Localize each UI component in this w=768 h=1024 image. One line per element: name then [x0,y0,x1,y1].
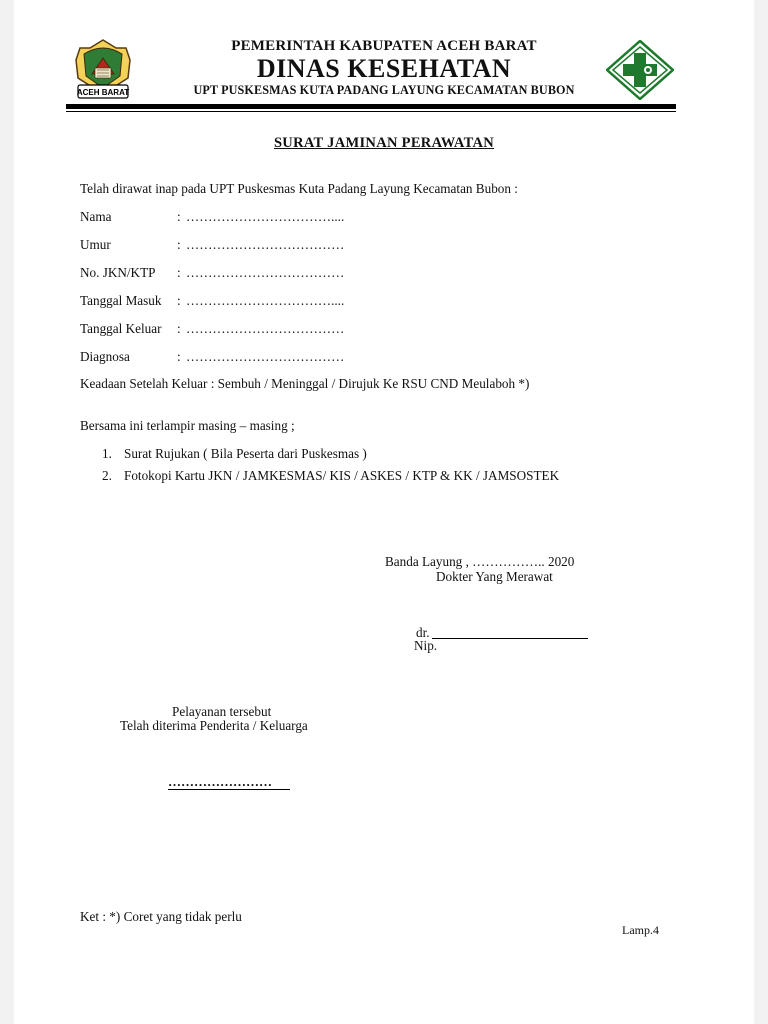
receiver-signature-dots: …………………… [168,774,272,789]
document-title: SURAT JAMINAN PERAWATAN [273,135,495,151]
field-label-umur: Umur [80,237,111,252]
receipt-line-2: Telah diterima Penderita / Keluarga [120,718,308,733]
puskesmas-cross-icon [606,40,674,100]
field-separator: : [177,209,181,224]
field-label-tanggal-masuk: Tanggal Masuk [80,293,162,308]
field-separator: : [177,265,181,280]
footnote: Ket : *) Coret yang tidak perlu [80,909,242,924]
intro-text: Telah dirawat inap pada UPT Puskesmas Kuta Padang Layung Kecamatan Bubon : [80,181,518,196]
field-label-jkn-ktp: No. JKN/KTP [80,265,156,280]
receipt-line-1: Pelayanan tersebut [172,704,272,719]
field-separator: : [177,349,181,364]
department-name: DINAS KESEHATAN [256,54,512,83]
doctor-signature-line [432,638,588,639]
field-separator: : [177,237,181,252]
government-name: PEMERINTAH KABUPATEN ACEH BARAT [231,38,537,54]
emblem-caption: ACEH BARAT [76,88,130,97]
field-value-tanggal-masuk[interactable]: …………………………….... [186,293,345,308]
field-separator: : [177,321,181,336]
attachment-item: Fotokopi Kartu JKN / JAMKESMAS/ KIS / ASKES / KTP & KK / JAMSOSTEK [124,468,560,483]
unit-name: UPT PUSKESMAS KUTA PADANG LAYUNG KECAMATAN BUBON [193,83,575,97]
letterhead-rule [66,104,676,109]
lampiran-label: Lamp.4 [622,923,659,937]
doctor-role: Dokter Yang Merawat [436,569,553,584]
field-value-nama[interactable]: …………………………….... [186,209,345,224]
field-value-umur[interactable]: ……………………………… [186,237,345,252]
attachments-intro: Bersama ini terlampir masing – masing ; [80,418,295,433]
attachment-item: Surat Rujukan ( Bila Peserta dari Puskesmas ) [124,446,367,461]
document-page [14,0,754,1024]
field-value-tanggal-keluar[interactable]: ……………………………… [186,321,345,336]
nip-label: Nip. [414,638,438,653]
field-label-tanggal-keluar: Tanggal Keluar [80,321,162,336]
receiver-signature-line [168,789,290,790]
field-value-diagnosa[interactable]: ……………………………… [186,349,345,364]
doctor-name-prefix: dr. [416,625,430,640]
field-label-diagnosa: Diagnosa [80,349,130,364]
place-date: Banda Layung , …………….. 2020 [385,554,575,569]
attachment-number: 1. [102,446,112,461]
keadaan-text: Keadaan Setelah Keluar : Sembuh / Meninggal / Dirujuk Ke RSU CND Meulaboh *) [80,376,530,391]
field-separator: : [177,293,181,308]
letterhead-rule-thin [66,111,676,112]
attachment-number: 2. [102,468,112,483]
field-value-jkn-ktp[interactable]: ……………………………… [186,265,345,280]
field-label-nama: Nama [80,209,112,224]
